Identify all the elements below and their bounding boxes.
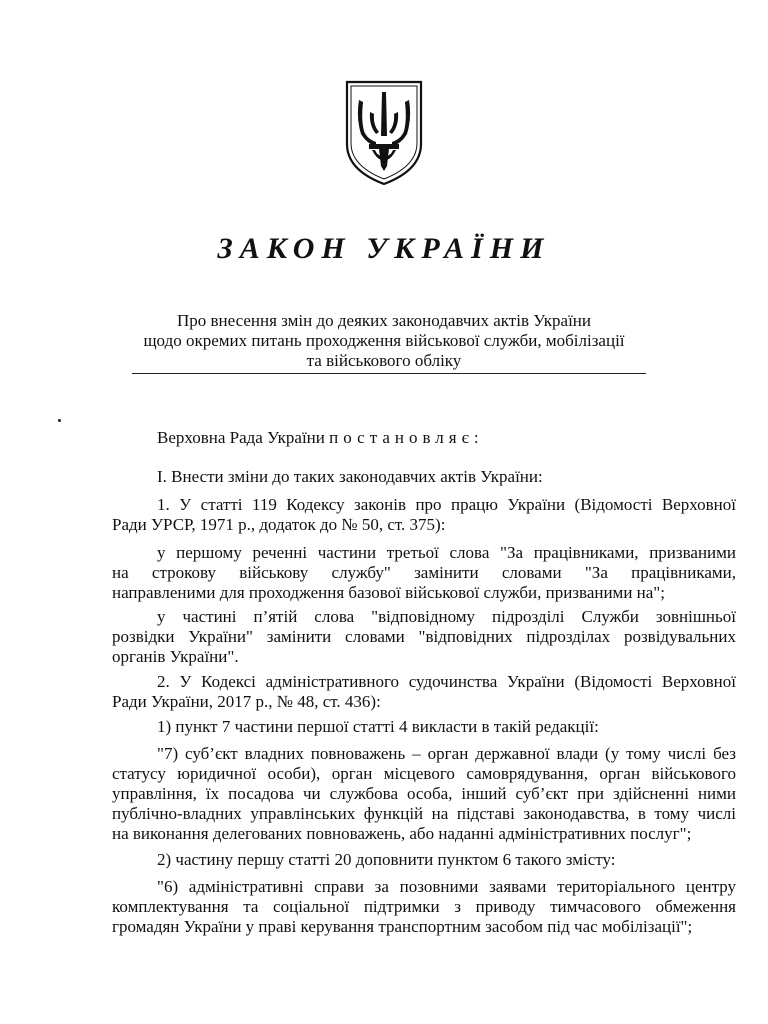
paragraph-line: 2. У Кодексі адміністративного судочинства України (Відомості Верховної [157,672,736,691]
paragraph-line: 2) частину першу статті 20 доповнити пунктом 6 такого змісту: [157,850,616,869]
document-subtitle [120,311,648,371]
subtitle-line: щодо окремих питань проходження військової служби, мобілізації [143,331,625,350]
paragraph-line: статусу юридичної особи), орган місцевого самоврядування, орган військового [112,764,736,783]
paragraph-line: розвідки України" замінити словами "відповідних підрозділах розвідувальних [112,627,736,646]
paragraph-line: у частині п’ятій слова "відповідному підрозділі Служби зовнішньої [157,607,736,626]
document-title: ЗАКОН УКРАЇНИ [217,232,551,265]
coat-of-arms-trident-icon [343,78,425,188]
paragraph-quote-6 [112,877,736,937]
subtitle-line: Про внесення змін до деяких законодавчих актів України [176,311,592,330]
paragraph-line: публічно-владних управлінських функцій на підставі законодавства, в тому числі [112,804,736,823]
paragraph-quote-7 [112,744,736,844]
paragraph-line: 1. У статті 119 Кодексу законів про працю України (Відомості Верховної [157,495,736,514]
paragraph-line: управління, їх посадова чи службова особа, інший суб’єкт при здійсненні ними [112,784,736,803]
paragraph-line: органів України". [112,647,239,666]
paragraph-line: I. Внести зміни до таких законодавчих актів України: [157,467,543,486]
paragraph-line: 1) пункт 7 частини першої статті 4 викласти в такій редакції: [157,717,599,736]
paragraph-line: Ради України, 2017 р., № 48, ст. 436): [112,692,381,711]
paragraph-amendment-1 [112,543,736,603]
paragraph-item-2 [112,672,736,712]
preamble [112,428,736,448]
preamble-text: Верховна Рада України [157,428,330,447]
paragraph-line: громадян України у праві керування транспортним засобом під час мобілізації"; [112,917,693,936]
paragraph-line: у першому реченні частини третьої слова "За працівниками, призваними [157,543,736,562]
paragraph-item-1 [112,495,736,535]
paragraph-subitem-1 [112,717,736,737]
paragraph-subitem-2 [112,850,736,870]
paragraph-line: на виконання делегованих повноважень, або наданні адміністративних послуг"; [112,824,692,843]
paragraph-line: направленими для проходження базової військової служби, призваними на"; [112,583,665,602]
subtitle-line: та військового обліку [306,351,462,370]
paragraph-line: "6) адміністративні справи за позовними заявами територіального центру [157,877,736,896]
paragraph-line: на строкову військову службу" замінити словами "За працівниками, [112,563,736,582]
title-divider [132,373,646,374]
paragraph-amendment-2 [112,607,736,667]
preamble-verb: постановляє: [329,428,484,447]
paragraph-line: Ради УРСР, 1971 р., додаток до № 50, ст. 375): [112,515,446,534]
paragraph-line: комплектування та соціальної підтримки з приводу тимчасового обмеження [112,897,736,916]
margin-dot [58,419,61,422]
paragraph-section-1 [112,467,736,487]
paragraph-line: "7) суб’єкт владних повноважень – орган державної влади (у тому числі без [157,744,736,763]
